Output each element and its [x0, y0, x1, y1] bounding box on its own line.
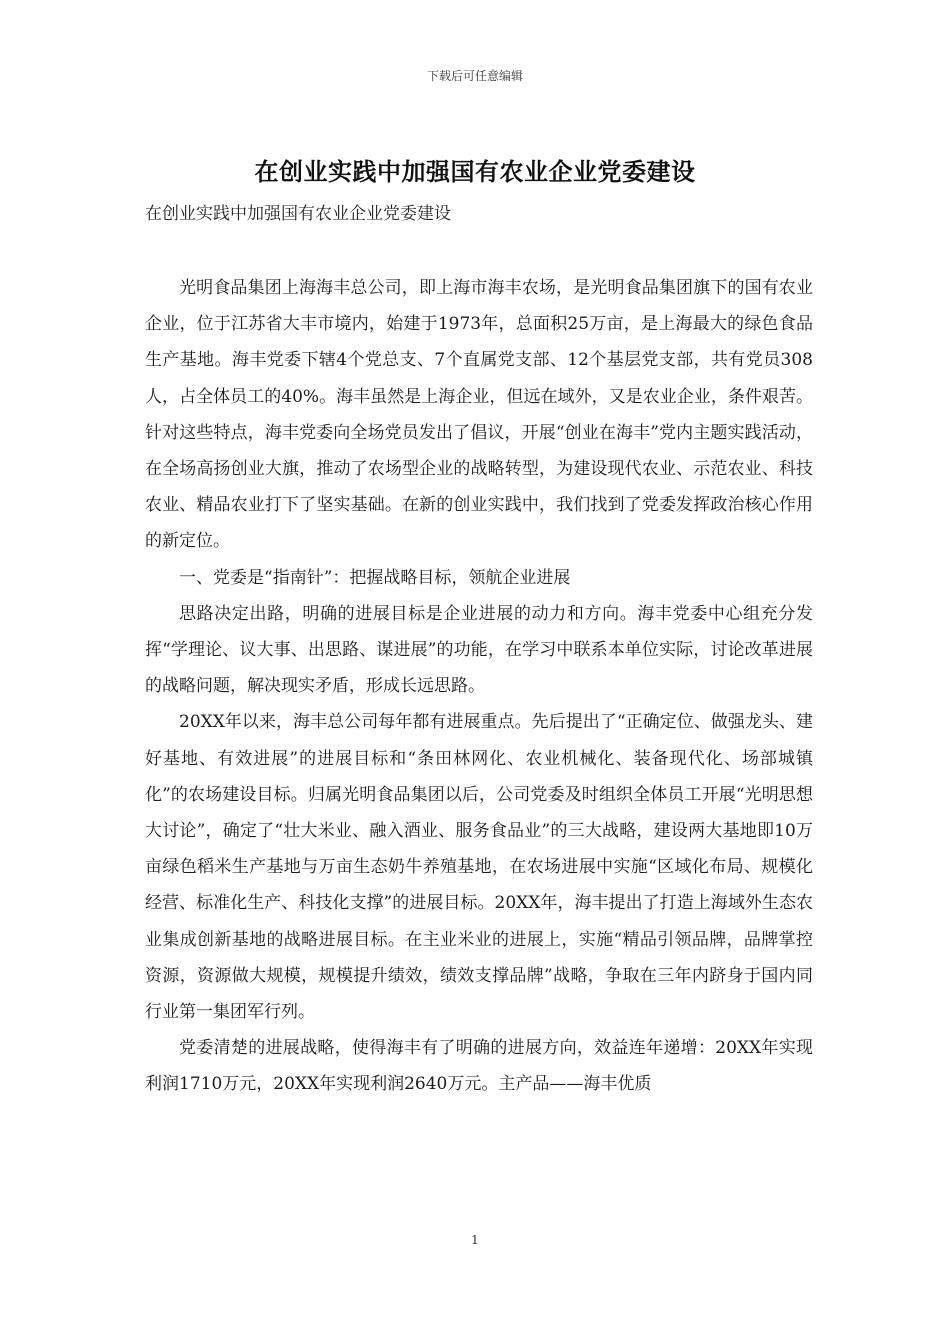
paragraph-goals: 20XX年以来，海丰总公司每年都有进展重点。先后提出了“正确定位、做强龙头、建好基地、有效进展”的进展目标和“条田林网化、农业机械化、装备现代化、场部城镇化”的农场建设目标。归属光明食品集团以后，公司党委及时组织全体员工开展“光明思想大讨论”，确定了“壮大米业、融入酒业、服务食品业”的三大战略，建设两大基地即10万亩绿色稻米生产基地与万亩生态奶牛养殖基地，在农场进展中实施“区域化布局、规模化经营、标准化生产、科技化支撑”的进展目标。20XX年，海丰提出了打造上海域外生态农业集成创新基地的战略进展目标。在主业米业的进展上，实施“精品引领品牌，品牌掌控资源，资源做大规模，规模提升绩效，绩效支撑品牌”战略，争取在三年内跻身于国内同行业第一集团军行列。	[145, 712, 813, 1023]
document-title: 在创业实践中加强国有农业企业党委建设	[254, 158, 696, 186]
section-heading-1: 一、党委是“指南针”：把握战略目标，领航企业进展	[179, 567, 571, 588]
paragraph-intro: 光明食品集团上海海丰总公司，即上海市海丰农场，是光明食品集团旗下的国有农业企业，位于江苏省大丰市境内，始建于1973年，总面积25万亩，是上海最大的绿色食品生产基地。海丰党委下辖4个党总支、7个直属党支部、12个基层党支部，共有党员308人，占全体员工的40%。海丰虽然是上海企业，但远在域外，又是农业企业，条件艰苦。针对这些特点，海丰党委向全场党员发出了倡议，开展“创业在海丰”党内主题实践活动，在全场高扬创业大旗，推动了农场型企业的战略转型，为建设现代农业、示范农业、科技农业、精品农业打下了坚实基础。在新的创业实践中，我们找到了党委发挥政治核心作用的新定位。	[145, 278, 813, 552]
paragraph-strategy: 思路决定出路，明确的进展目标是企业进展的动力和方向。海丰党委中心组充分发挥“学理论、议大事、出思路、谋进展”的功能，在学习中联系本单位实际，讨论改革进展的战略问题，解决现实矛盾，形成长远思路。	[145, 603, 813, 697]
document-body	[145, 270, 813, 1103]
page-number: 1	[471, 1233, 479, 1247]
document-subtitle: 在创业实践中加强国有农业企业党委建设	[145, 204, 451, 224]
header-note: 下载后可任意编辑	[426, 69, 523, 83]
paragraph-results: 党委清楚的进展战略，使得海丰有了明确的进展方向，效益连年递增：20XX年实现利润1710万元，20XX年实现利润2640万元。主产品——海丰优质	[145, 1038, 813, 1095]
